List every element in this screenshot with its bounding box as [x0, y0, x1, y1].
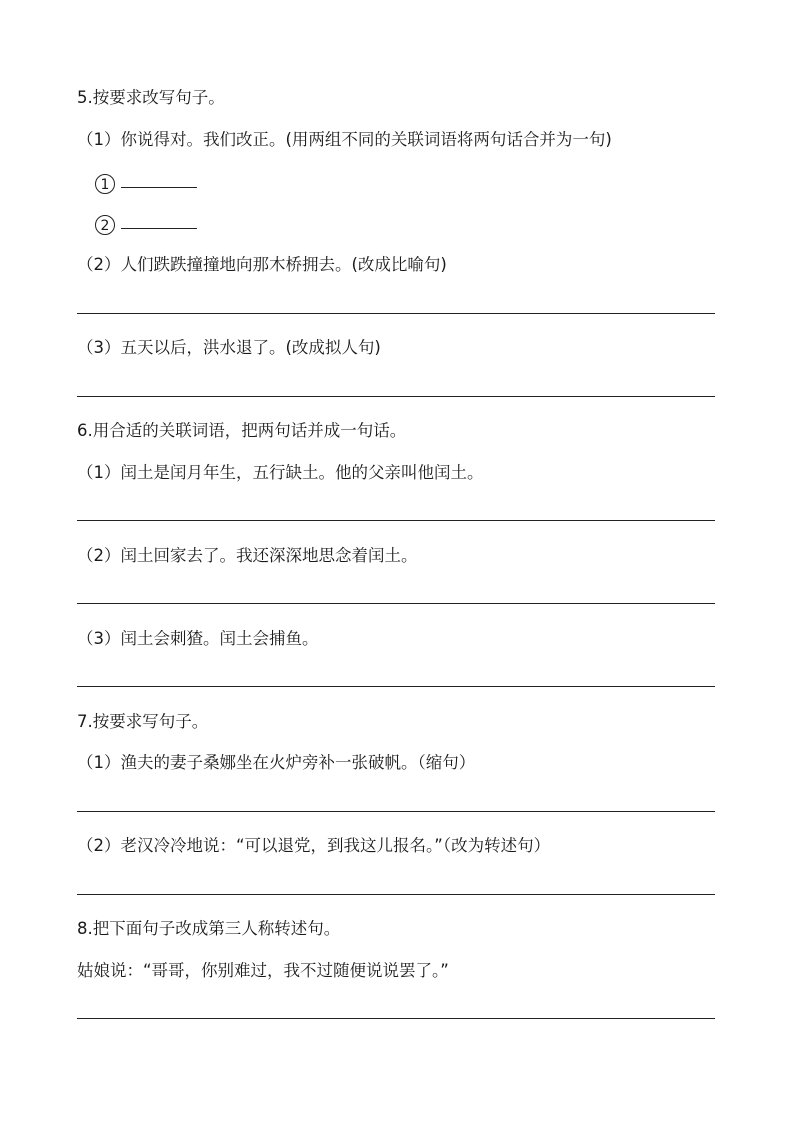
q5-answer-1: [95, 170, 197, 194]
answer-line[interactable]: [77, 686, 715, 687]
q5-sub1: （1）你说得对。我们改正。(用两组不同的关联词语将两句话合并为一句): [77, 130, 612, 149]
answer-line[interactable]: [77, 603, 715, 604]
q5-title: 5.按要求改写句子。: [77, 88, 225, 107]
answer-line[interactable]: [77, 1018, 715, 1019]
answer-line[interactable]: [77, 894, 715, 895]
q6-sub3: （3）闰土会刺猹。闰土会捕鱼。: [77, 629, 319, 648]
q6-title: 6.用合适的关联词语，把两句话并成一句话。: [77, 421, 407, 440]
answer-line[interactable]: [77, 811, 715, 812]
q6-sub2: （2）闰土回家去了。我还深深地思念着闰土。: [77, 546, 418, 565]
q8-title: 8.把下面句子改成第三人称转述句。: [77, 919, 341, 938]
q5-sub3: （3）五天以后，洪水退了。(改成拟人句): [77, 338, 381, 357]
q8-sentence: 姑娘说：“哥哥，你别难过，我不过随便说说罢了。”: [77, 961, 449, 980]
answer-blank-2[interactable]: [121, 211, 197, 229]
answer-blank-1[interactable]: [121, 170, 197, 188]
circled-number-2: 2: [95, 215, 115, 235]
answer-line[interactable]: [77, 313, 715, 314]
q5-sub2: （2）人们跌跌撞撞地向那木桥拥去。(改成比喻句): [77, 255, 447, 274]
q7-sub1: （1）渔夫的妻子桑娜坐在火炉旁补一张破帆。（缩句）: [77, 753, 476, 772]
q7-title: 7.按要求写句子。: [77, 712, 209, 731]
answer-line[interactable]: [77, 396, 715, 397]
q6-sub1: （1）闰土是闰月年生，五行缺土。他的父亲叫他闰土。: [77, 463, 484, 482]
circled-number-1: 1: [95, 174, 115, 194]
q7-sub2: （2）老汉冷冷地说：“可以退党，到我这儿报名。”（改为转述句）: [77, 836, 551, 855]
answer-line[interactable]: [77, 520, 715, 521]
q5-answer-2: [95, 211, 197, 235]
